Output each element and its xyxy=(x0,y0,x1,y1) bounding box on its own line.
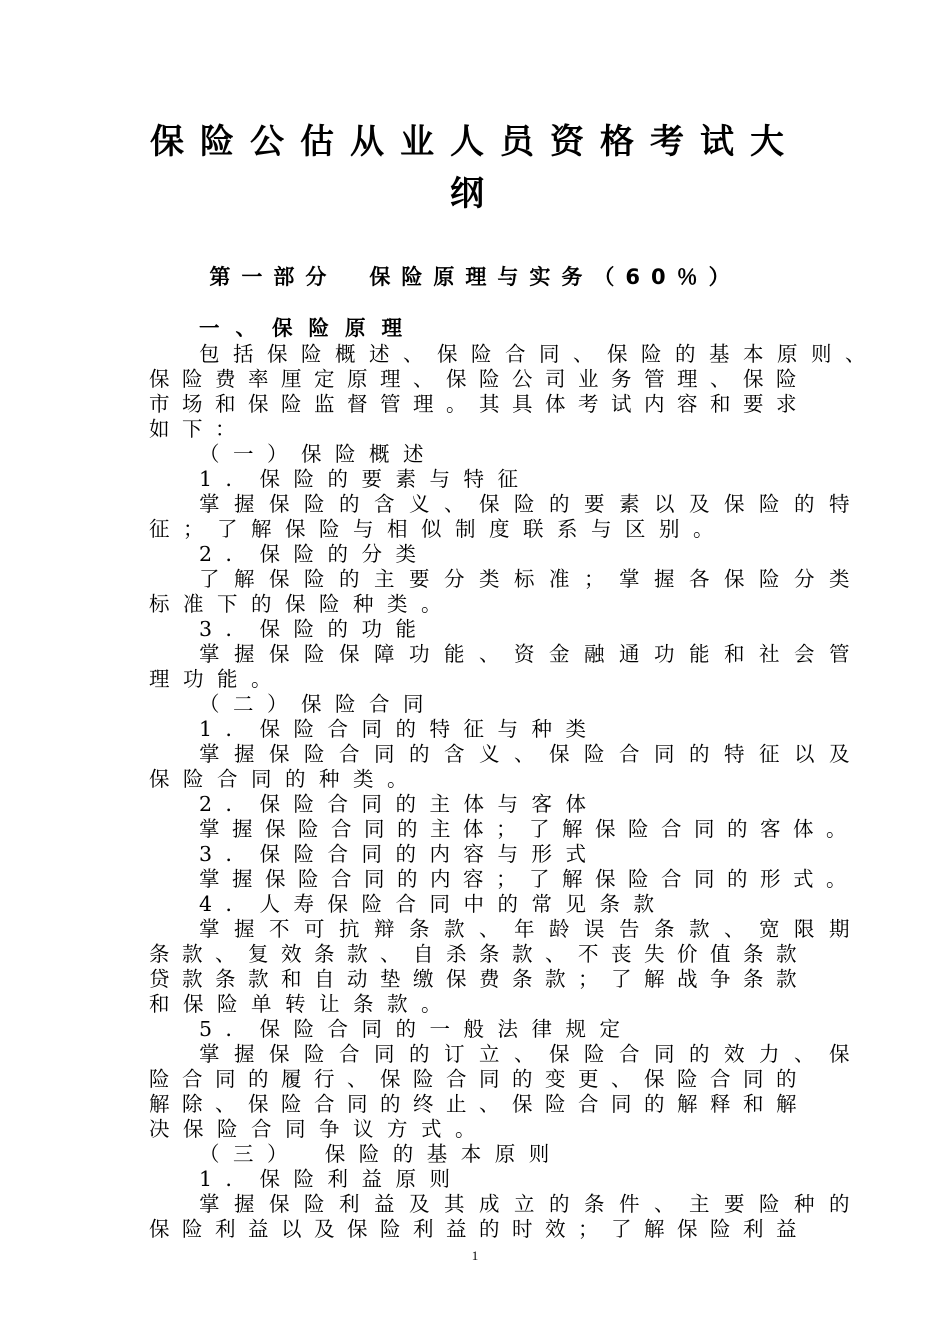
body-line: 保险费率厘定原理、保险公司业务管理、保险 xyxy=(149,367,809,391)
body-line: 掌握保险的含义、保险的要素以及保险的特 xyxy=(199,492,864,516)
body-line: 掌握保险合同的含义、保险合同的特征以及 xyxy=(199,742,864,766)
body-line: 市场和保险监督管理。其具体考试内容和要求 xyxy=(149,392,809,416)
body-line: 掌握保险保障功能、资金融通功能和社会管 xyxy=(199,642,864,666)
body-line: 掌握保险合同的内容；了解保险合同的形式。 xyxy=(199,867,859,891)
body-line: 包括保险概述、保险合同、保险的基本原则、 xyxy=(199,342,879,366)
item-heading: 2．保险的分类 xyxy=(199,542,430,566)
body-line: 决保险合同争议方式。 xyxy=(149,1117,489,1141)
document-title-line-1: 保险公估从业人员资格考试大 xyxy=(150,122,800,162)
item-heading: 1．保险利益原则 xyxy=(199,1167,464,1191)
subsection-heading: （二）保险合同 xyxy=(199,692,437,716)
item-heading: 4．人寿保险合同中的常见条款 xyxy=(199,892,668,916)
body-line: 如下： xyxy=(149,417,248,441)
body-line: 掌握保险合同的订立、保险合同的效力、保 xyxy=(199,1042,864,1066)
body-line: 理功能。 xyxy=(149,667,285,691)
subsection-heading: （一）保险概述 xyxy=(199,442,437,466)
body-line: 保险利益以及保险利益的时效；了解保险利益 xyxy=(149,1217,809,1241)
subsection-heading: （三） 保险的基本原则 xyxy=(199,1142,563,1166)
body-line: 贷款条款和自动垫缴保费条款；了解战争条款 xyxy=(149,967,809,991)
item-heading: 2．保险合同的主体与客体 xyxy=(199,792,600,816)
body-line: 掌握保险合同的主体；了解保险合同的客体。 xyxy=(199,817,859,841)
body-line: 掌握保险利益及其成立的条件、主要险种的 xyxy=(199,1192,864,1216)
part-heading: 第一部分 保险原理与实务（60％） xyxy=(209,265,741,289)
item-heading: 3．保险合同的内容与形式 xyxy=(199,842,600,866)
document-title-line-2: 纲 xyxy=(450,174,500,214)
section-heading: 一、保险原理 xyxy=(199,316,418,340)
body-line: 保险合同的种类。 xyxy=(149,767,421,791)
item-heading: 5．保险合同的一般法律规定 xyxy=(199,1017,634,1041)
body-line: 征；了解保险与相似制度联系与区别。 xyxy=(149,517,727,541)
item-heading: 1．保险合同的特征与种类 xyxy=(199,717,600,741)
item-heading: 1．保险的要素与特征 xyxy=(199,467,532,491)
body-line: 条款、复效条款、自杀条款、不丧失价值条款 xyxy=(149,942,809,966)
item-heading: 3．保险的功能 xyxy=(199,617,430,641)
body-line: 和保险单转让条款。 xyxy=(149,992,455,1016)
body-line: 解除、保险合同的终止、保险合同的解释和解 xyxy=(149,1092,809,1116)
body-line: 了解保险的主要分类标准；掌握各保险分类 xyxy=(199,567,864,591)
body-line: 险合同的履行、保险合同的变更、保险合同的 xyxy=(149,1067,809,1091)
body-line: 标准下的保险种类。 xyxy=(149,592,455,616)
page-number: 1 xyxy=(471,1248,479,1263)
body-line: 掌握不可抗辩条款、年龄误告条款、宽限期 xyxy=(199,917,864,941)
